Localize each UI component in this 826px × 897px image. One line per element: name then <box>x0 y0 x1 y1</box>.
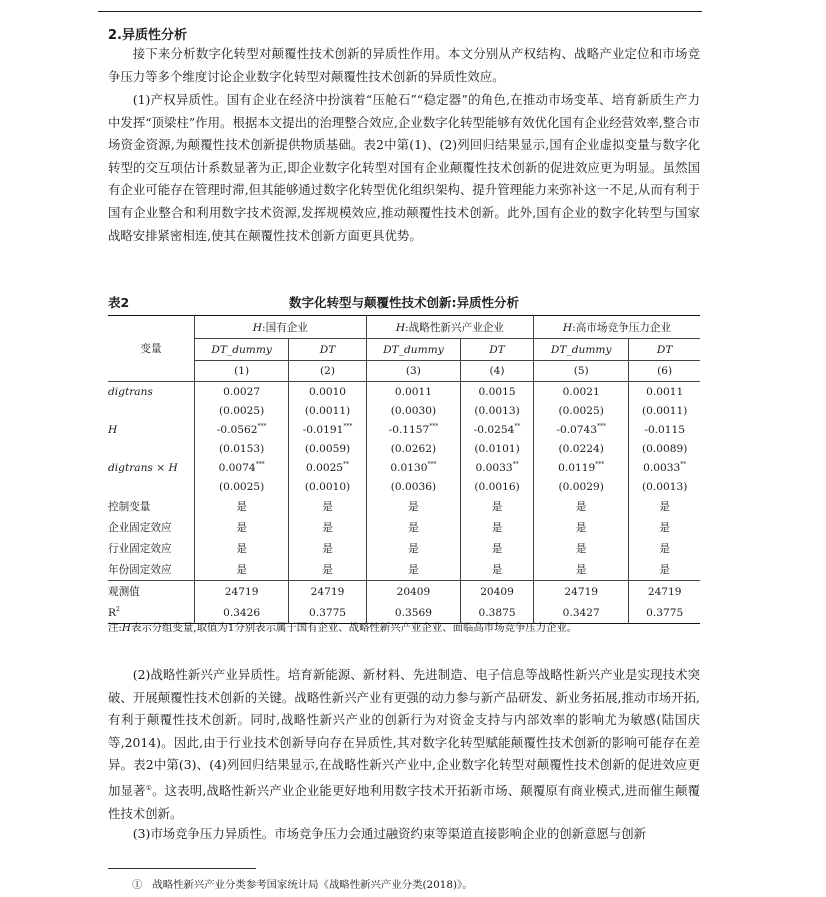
yes-cell: 是 <box>461 538 534 559</box>
column-number: (4) <box>461 361 534 382</box>
coef-cell: 0.0011 <box>629 382 700 402</box>
row-label-r2: $R^2$ <box>108 606 120 619</box>
heterogeneity-table <box>108 315 700 624</box>
r2-cell: 0.3426 <box>195 602 289 624</box>
yes-cell: 是 <box>461 496 534 517</box>
variable-header: 变量 <box>140 343 162 355</box>
coef-cell: 0.0010 <box>289 382 367 402</box>
yes-cell: 是 <box>289 559 367 581</box>
yes-cell: 是 <box>289 496 367 517</box>
coef-cell: 0.0025** <box>289 458 367 477</box>
column-number: (5) <box>534 361 629 382</box>
se-cell: (0.0224) <box>534 439 629 458</box>
yes-cell: 是 <box>461 559 534 581</box>
se-cell: (0.0262) <box>366 439 460 458</box>
row-label-observations: 观测值 <box>108 581 195 603</box>
dep-var-header: DT_dummy <box>366 339 460 361</box>
se-cell: (0.0089) <box>629 439 700 458</box>
coef-cell: 0.0021 <box>534 382 629 402</box>
paragraph-ownership: (1)产权异质性。国有企业在经济中扮演着“压舱石”“稳定器”的角色,在推动市场变革、培育新质生产力中发挥“顶梁柱”作用。根据本文提出的治理整合效应,企业数字化转型能够有效优化国有企业经营效率,整合市场资金资源,为颠覆性技术创新提供物质基础。表2中第(1)、(2)列回归结果显示,国有企业虚拟变量与数字化转型的交互项估计系数显著为正,即企业数字化转型对国有企业颠覆性技术创新的促进效应更为明显。虽然国有企业可能存在管理时滞,但其能够通过数字化转型优化组织架构、提升管理能力来弥补这一不足,从而有利于国有企业整合和利用数字技术资源,发挥规模效应,推动颠覆性技术创新。此外,国有企业的数字化转型与国家战略安排紧密相连,使其在颠覆性技术创新方面更具优势。 <box>108 92 700 243</box>
page-top-rule <box>98 11 702 12</box>
table-row <box>108 439 700 458</box>
dep-var-header: DT <box>629 339 700 361</box>
yes-cell: 是 <box>289 538 367 559</box>
group-header-competition: H:高市场竞争压力企业 <box>534 316 700 339</box>
se-cell: (0.0025) <box>534 401 629 420</box>
se-cell: (0.0013) <box>629 477 700 496</box>
r2-cell: 0.3775 <box>629 602 700 624</box>
se-cell: (0.0153) <box>195 439 289 458</box>
dep-var-header: DT <box>289 339 367 361</box>
row-label-interaction: digtrans × H <box>108 461 178 474</box>
yes-cell: 是 <box>195 538 289 559</box>
r2-cell: 0.3569 <box>366 602 460 624</box>
paragraph-intro: 接下来分析数字化转型对颠覆性技术创新的异质性作用。本文分别从产权结构、战略产业定位和市场竞争压力等多个维度讨论企业数字化转型对颠覆性技术创新的异质性效应。 <box>108 46 700 84</box>
yes-cell: 是 <box>366 496 460 517</box>
r2-cell: 0.3875 <box>461 602 534 624</box>
coef-cell: 0.0074*** <box>195 458 289 477</box>
column-number: (3) <box>366 361 460 382</box>
yes-cell: 是 <box>629 559 700 581</box>
row-label-firm-fe: 企业固定效应 <box>108 522 172 534</box>
table-row <box>108 559 700 581</box>
table-row <box>108 382 700 402</box>
coef-cell: 0.0011 <box>366 382 460 402</box>
se-cell: (0.0029) <box>534 477 629 496</box>
paragraph-competition: (3)市场竞争压力异质性。市场竞争压力会通过融资约束等渠道直接影响企业的创新意愿与创新 <box>132 826 646 841</box>
se-cell: (0.0101) <box>461 439 534 458</box>
row-label-controls: 控制变量 <box>108 501 151 513</box>
coef-cell: -0.0115 <box>629 420 700 439</box>
table-row <box>108 517 700 538</box>
paragraph-strategic: (2)战略性新兴产业异质性。培育新能源、新材料、先进制造、电子信息等战略性新兴产业是实现技术突破、开展颠覆性技术创新的关键。战略性新兴产业有更强的动力参与新产品研发、新业务拓展,推动市场开拓,有利于颠覆性技术创新。同时,战略性新兴产业的创新行为对资金支持与内部效率的影响尤为敏感(陆国庆等,2014)。因此,由于行业技术创新导向存在异质性,其对数字化转型赋能颠覆性技术创新的影响可能存在差异。表2中第(3)、(4)列回归结果显示,在战略性新兴产业中,企业数字化转型对颠覆性技术创新的促进效应更加显著①。这表明,战略性新兴产业企业能更好地利用数字技术开拓新市场、颠覆原有商业模式,进而催生颠覆性技术创新。 <box>108 667 701 821</box>
footnote-rule <box>108 868 256 869</box>
yes-cell: 是 <box>629 517 700 538</box>
se-cell: (0.0036) <box>366 477 460 496</box>
yes-cell: 是 <box>289 517 367 538</box>
se-cell: (0.0030) <box>366 401 460 420</box>
obs-cell: 24719 <box>629 581 700 603</box>
yes-cell: 是 <box>534 538 629 559</box>
table-row <box>108 581 700 603</box>
table-row <box>108 477 700 496</box>
footnote-reference[interactable]: ① <box>145 783 153 792</box>
yes-cell: 是 <box>534 559 629 581</box>
obs-cell: 24719 <box>534 581 629 603</box>
column-number: (6) <box>629 361 700 382</box>
footnote-text: 战略性新兴产业分类参考国家统计局《战略性新兴产业分类(2018)》。 <box>152 879 473 891</box>
dep-var-header: DT_dummy <box>534 339 629 361</box>
table-caption <box>108 293 700 311</box>
se-cell: (0.0025) <box>195 477 289 496</box>
se-cell: (0.0010) <box>289 477 367 496</box>
table-row <box>108 420 700 439</box>
column-number: (1) <box>195 361 289 382</box>
table-title: 数字化转型与颠覆性技术创新:异质性分析 <box>289 295 519 310</box>
coef-cell: -0.0562*** <box>195 420 289 439</box>
yes-cell: 是 <box>366 559 460 581</box>
footnote <box>132 876 473 891</box>
yes-cell: 是 <box>629 538 700 559</box>
row-label-industry-fe: 行业固定效应 <box>108 543 172 555</box>
yes-cell: 是 <box>366 538 460 559</box>
yes-cell: 是 <box>195 559 289 581</box>
obs-cell: 20409 <box>366 581 460 603</box>
yes-cell: 是 <box>534 496 629 517</box>
column-number: (2) <box>289 361 367 382</box>
obs-cell: 24719 <box>195 581 289 603</box>
row-label-digtrans: digtrans <box>108 382 195 402</box>
row-label-year-fe: 年份固定效应 <box>108 564 172 576</box>
group-header-state-owned: H:国有企业 <box>195 316 367 339</box>
coef-cell: 0.0130*** <box>366 458 460 477</box>
se-cell: (0.0025) <box>195 401 289 420</box>
table-label: 表2 <box>108 295 130 310</box>
yes-cell: 是 <box>195 517 289 538</box>
coef-cell: -0.0191*** <box>289 420 367 439</box>
table-row <box>108 496 700 517</box>
se-cell: (0.0011) <box>629 401 700 420</box>
coef-cell: 0.0027 <box>195 382 289 402</box>
yes-cell: 是 <box>534 517 629 538</box>
yes-cell: 是 <box>195 496 289 517</box>
coef-cell: -0.0254** <box>461 420 534 439</box>
yes-cell: 是 <box>366 517 460 538</box>
coef-cell: 0.0119*** <box>534 458 629 477</box>
row-label-h: H <box>108 423 118 436</box>
coef-cell: -0.0743*** <box>534 420 629 439</box>
obs-cell: 20409 <box>461 581 534 603</box>
footnote-marker: ① <box>132 879 143 891</box>
coef-cell: 0.0015 <box>461 382 534 402</box>
coef-cell: -0.1157*** <box>366 420 460 439</box>
dep-var-header: DT <box>461 339 534 361</box>
yes-cell: 是 <box>461 517 534 538</box>
dep-var-header: DT_dummy <box>195 339 289 361</box>
group-header-strategic: H:战略性新兴产业企业 <box>366 316 533 339</box>
table-row <box>108 401 700 420</box>
section-heading: 2.异质性分析 <box>108 28 187 43</box>
coef-cell: 0.0033** <box>461 458 534 477</box>
r2-cell: 0.3775 <box>289 602 367 624</box>
table-note: 注:H表示分组变量,取值为1分别表示属于国有企业、战略性新兴产业企业、面临高市场竞争压力企业。 <box>108 622 578 634</box>
variable-header-cell <box>108 316 195 382</box>
obs-cell: 24719 <box>289 581 367 603</box>
table-row <box>108 538 700 559</box>
yes-cell: 是 <box>629 496 700 517</box>
r2-cell: 0.3427 <box>534 602 629 624</box>
se-cell: (0.0011) <box>289 401 367 420</box>
se-cell: (0.0016) <box>461 477 534 496</box>
coef-cell: 0.0033** <box>629 458 700 477</box>
table-row <box>108 458 700 477</box>
se-cell: (0.0013) <box>461 401 534 420</box>
se-cell: (0.0059) <box>289 439 367 458</box>
